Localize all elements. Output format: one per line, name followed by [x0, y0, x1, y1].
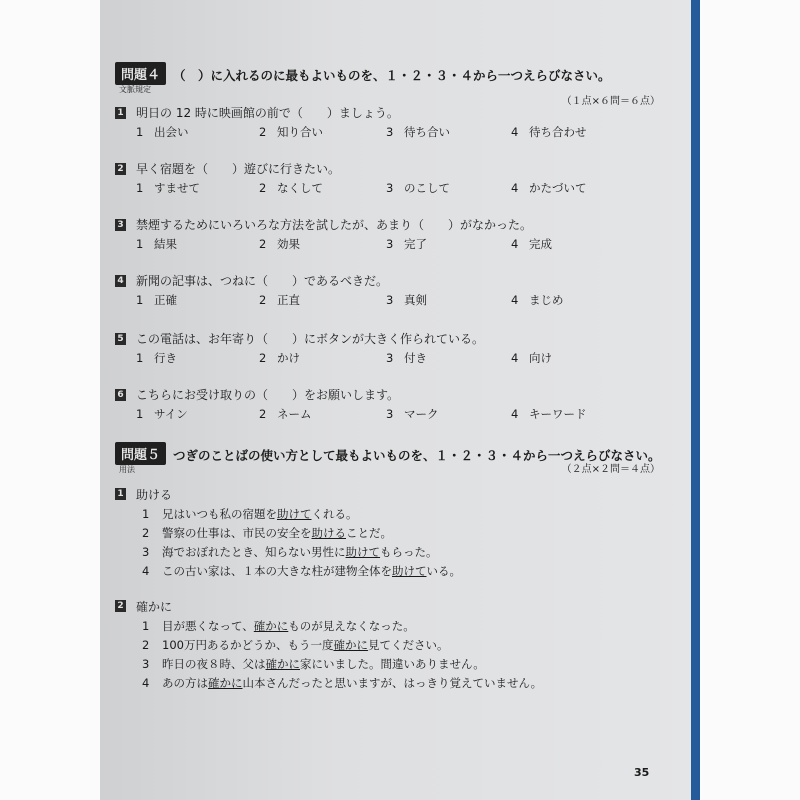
usage-sentence: 4 あの方は確かに山本さんだったと思いますが、はっきり覚えていません。	[142, 676, 543, 690]
option-3: 3 マーク	[386, 407, 439, 421]
usage-sentence: 1 兄はいつも私の宿題を助けてくれる。	[142, 507, 358, 521]
option-2: 2 知り合い	[259, 125, 323, 139]
option-3: 3 のこして	[386, 181, 450, 195]
question-2	[115, 160, 690, 198]
question-number: 4	[115, 275, 126, 287]
usage-sentences	[142, 618, 542, 694]
page-edge	[691, 0, 700, 800]
section4-header	[115, 56, 695, 107]
usage-item-2	[115, 598, 690, 708]
usage-word: 確かに	[136, 600, 173, 614]
option-3: 3 完了	[386, 237, 427, 251]
option-1: 1 結果	[136, 237, 177, 251]
usage-sentence: 2 100万円あるかどうか、もう一度確かに見てください。	[142, 638, 449, 652]
usage-number: 1	[115, 488, 126, 500]
left-margin	[0, 0, 100, 800]
usage-number: 2	[115, 600, 126, 612]
section5-points: （２点×２問＝４点）	[561, 464, 660, 475]
usage-sentence: 3 海でおぼれたとき、知らない男性に助けてもらった。	[142, 545, 438, 559]
question-number: 3	[115, 219, 126, 231]
option-2: 2 ネーム	[259, 407, 312, 421]
question-1	[115, 104, 690, 142]
option-4: 4 まじめ	[511, 293, 564, 307]
section5-sublabel: 用法	[119, 465, 135, 474]
option-3: 3 待ち合い	[386, 125, 450, 139]
usage-sentence: 1 目が悪くなって、確かにものが見えなくなった。	[142, 619, 415, 633]
option-1: 1 サイン	[136, 407, 188, 421]
question-stem: 明日の 12 時に映画館の前で（ ）ましょう。	[136, 106, 399, 120]
option-3: 3 付き	[386, 351, 427, 365]
option-4: 4 かたづいて	[511, 181, 587, 195]
option-4: 4 向け	[511, 351, 552, 365]
right-margin	[700, 0, 800, 800]
section4-sublabel: 文脈規定	[119, 85, 151, 94]
usage-sentence: 3 昨日の夜８時、父は確かに家にいました。間違いありません。	[142, 657, 485, 671]
option-4: 4 完成	[511, 237, 552, 251]
question-3	[115, 216, 690, 254]
question-number: 1	[115, 107, 126, 119]
section5-header	[115, 436, 695, 480]
option-1: 1 行き	[136, 351, 177, 365]
option-1: 1 正確	[136, 293, 177, 307]
question-number: 2	[115, 163, 126, 175]
section5-badge: 問題５	[115, 442, 166, 465]
page-number: 35	[634, 766, 650, 779]
section4-badge: 問題４	[115, 62, 166, 85]
question-stem: こちらにお受け取りの（ ）をお願いします。	[136, 388, 400, 402]
option-3: 3 真剣	[386, 293, 427, 307]
question-stem: 早く宿題を（ ）遊びに行きたい。	[136, 162, 341, 176]
option-1: 1 すませて	[136, 181, 200, 195]
usage-sentence: 2 警察の仕事は、市民の安全を助けることだ。	[142, 526, 392, 540]
section4-instruction: （ ）に入れるのに最もよいものを、１・２・３・４から一つえらびなさい。	[173, 68, 611, 83]
question-stem: 禁煙するためにいろいろな方法を試したが、あまり（ ）がなかった。	[136, 218, 533, 232]
option-2: 2 なくして	[259, 181, 323, 195]
usage-sentences	[142, 506, 461, 582]
question-stem: 新聞の記事は、つねに（ ）であるべきだ。	[136, 274, 389, 288]
question-4	[115, 272, 690, 310]
option-1: 1 出会い	[136, 125, 189, 139]
question-stem: この電話は、お年寄り（ ）にボタンが大きく作られている。	[136, 332, 485, 346]
question-number: 6	[115, 389, 126, 401]
option-2: 2 効果	[259, 237, 300, 251]
question-number: 5	[115, 333, 126, 345]
usage-sentence: 4 この古い家は、１本の大きな柱が建物全体を助けている。	[142, 564, 461, 578]
option-4: 4 待ち合わせ	[511, 125, 587, 139]
option-2: 2 かけ	[259, 351, 300, 365]
option-4: 4 キーワード	[511, 407, 587, 421]
question-6	[115, 386, 690, 424]
usage-word: 助ける	[136, 488, 173, 502]
option-2: 2 正直	[259, 293, 300, 307]
section5-instruction: つぎのことばの使い方として最もよいものを、１・２・３・４から一つえらびなさい。	[173, 448, 661, 463]
question-5	[115, 330, 690, 368]
usage-item-1	[115, 486, 690, 596]
section4-points: （１点×６問＝６点）	[561, 96, 660, 107]
